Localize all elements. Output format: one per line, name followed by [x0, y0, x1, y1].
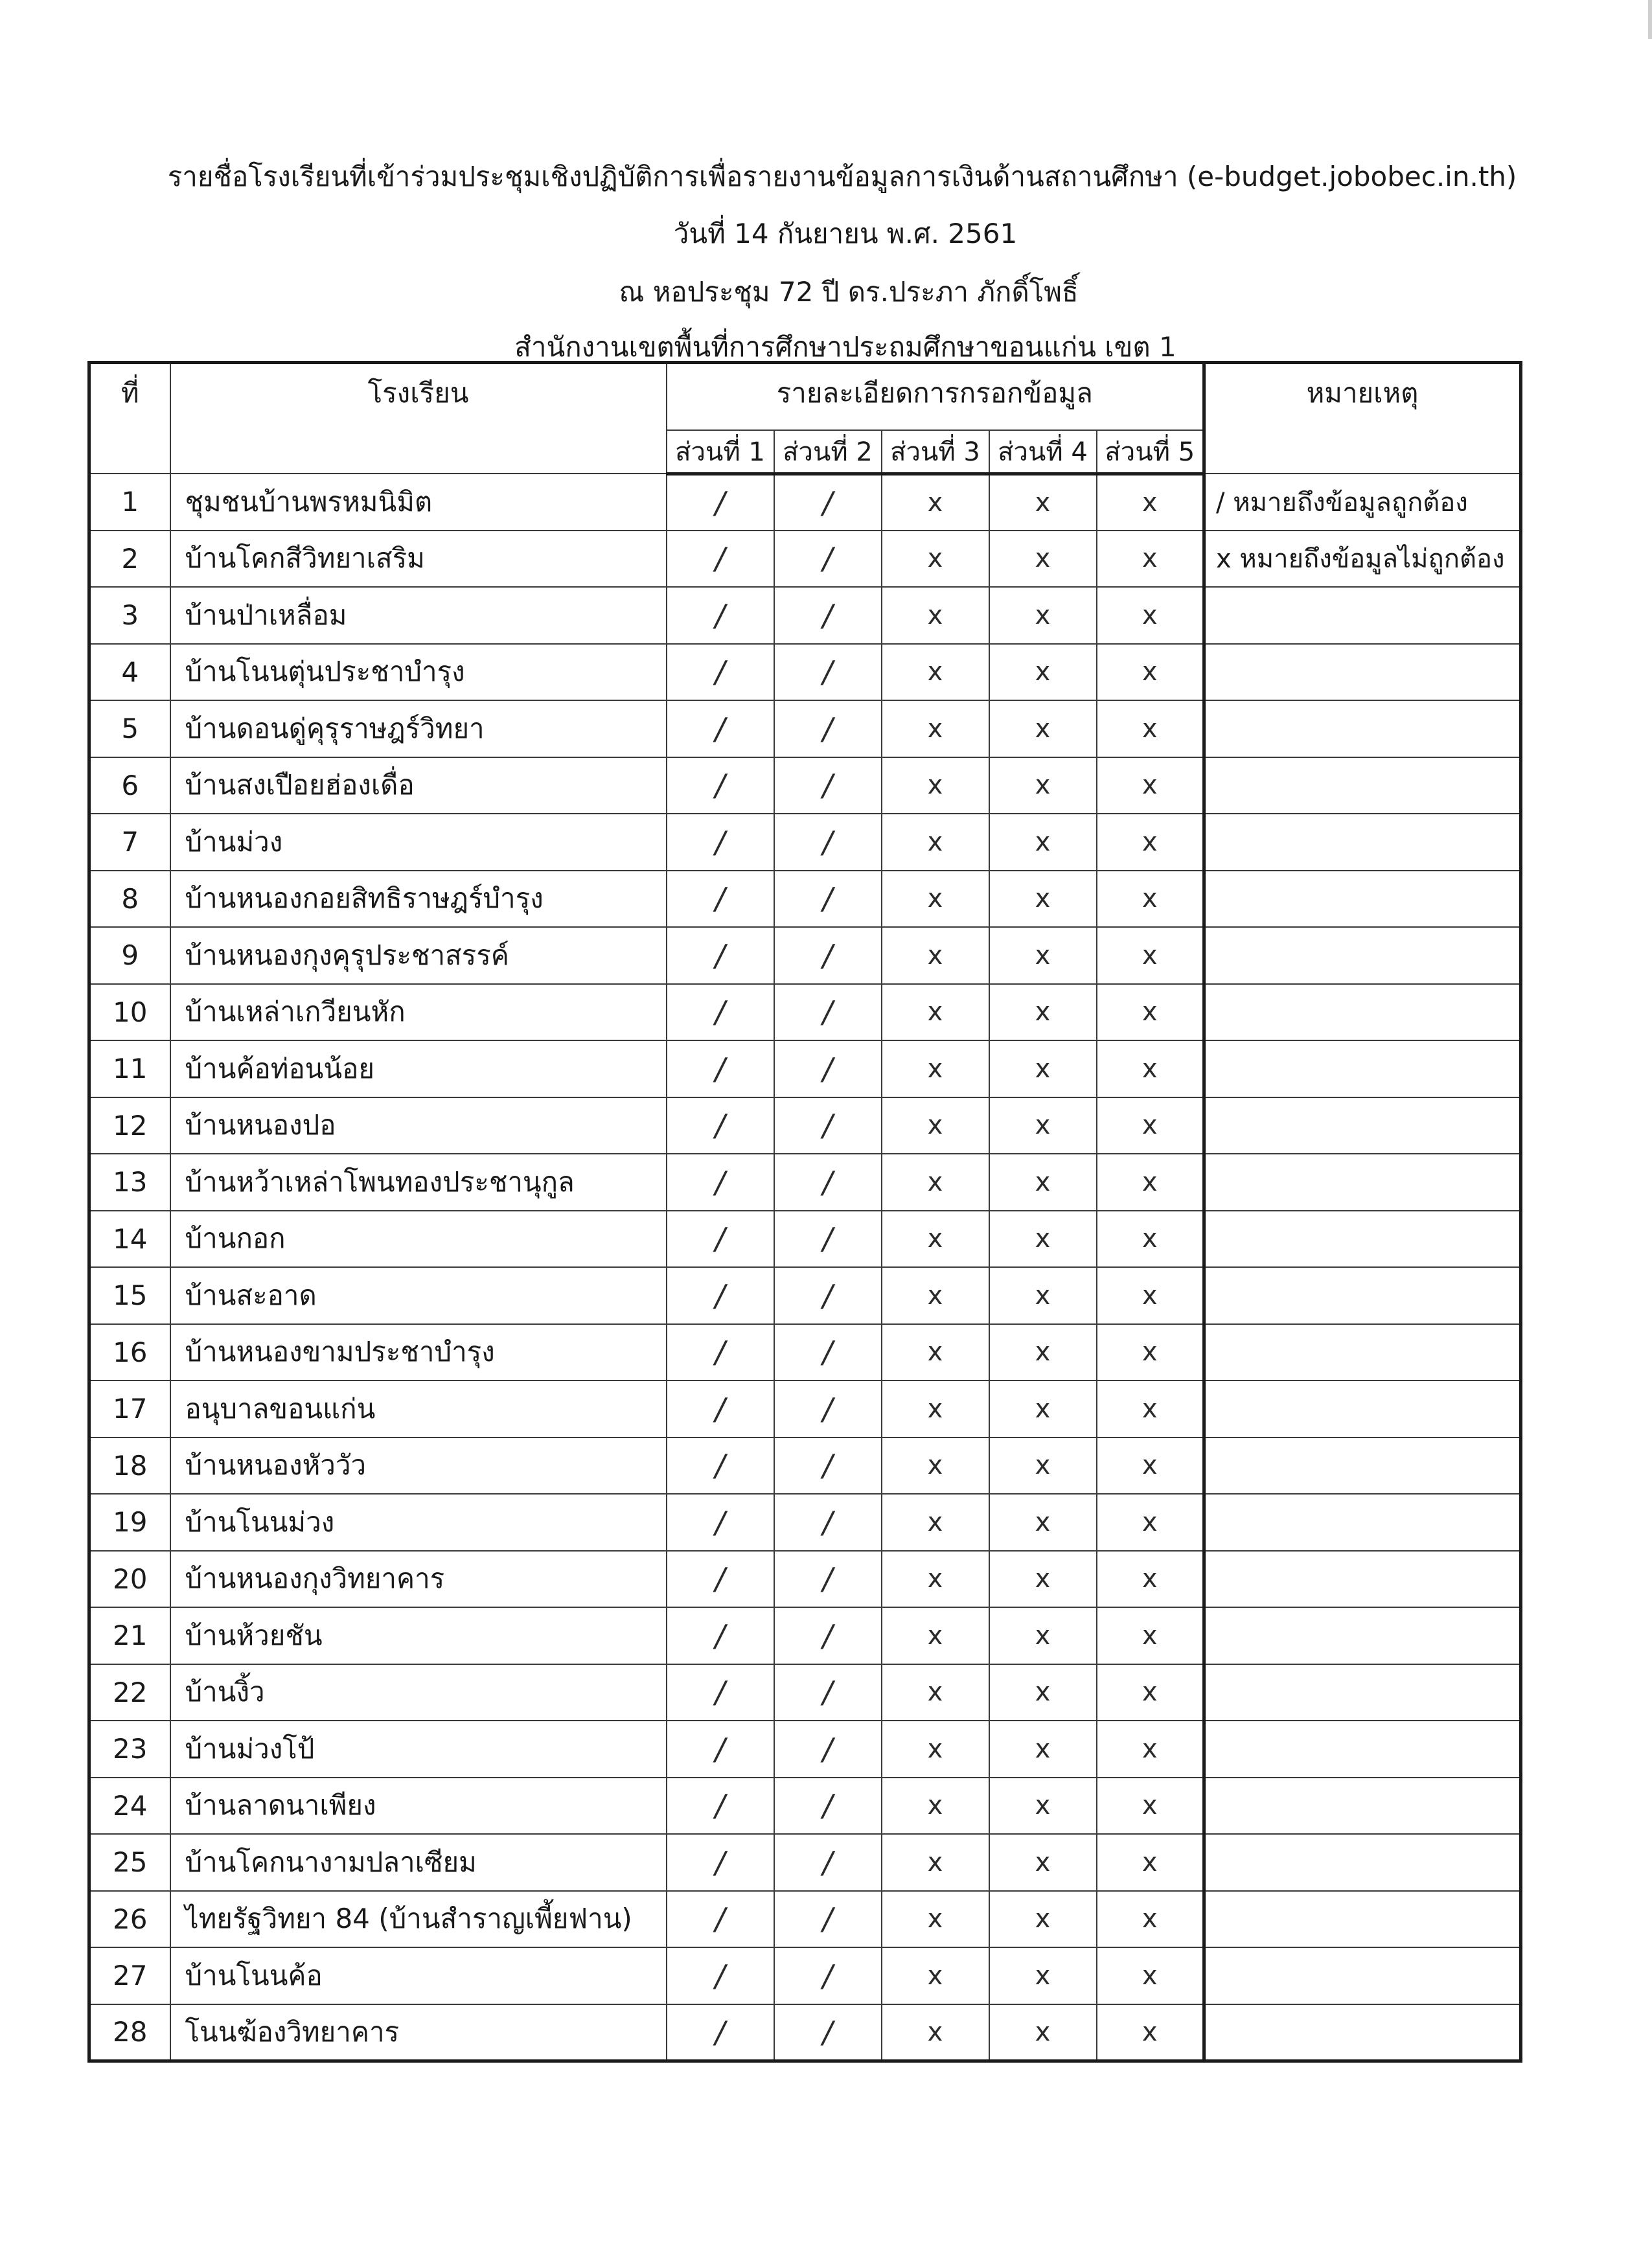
mark-correct: /	[667, 1380, 774, 1438]
mark-incorrect: x	[882, 1211, 989, 1268]
mark-correct: /	[774, 927, 882, 984]
mark-incorrect: x	[989, 2004, 1097, 2061]
column-header-part-4: ส่วนที่ 4	[989, 430, 1097, 474]
mark-incorrect: x	[989, 1267, 1097, 1324]
school-name: บ้านโคกนางามปลาเซียม	[170, 1834, 667, 1891]
table-row	[89, 1664, 1521, 1721]
mark-incorrect: x	[1097, 757, 1204, 814]
remark-cell	[1204, 1664, 1521, 1721]
mark-incorrect: x	[1097, 1154, 1204, 1211]
mark-incorrect: x	[989, 700, 1097, 757]
mark-correct: /	[774, 1494, 882, 1551]
mark-correct: /	[667, 1607, 774, 1664]
mark-correct: /	[667, 984, 774, 1041]
school-name: ชุมชนบ้านพรหมนิมิต	[170, 474, 667, 531]
mark-correct: /	[774, 984, 882, 1041]
mark-correct: /	[774, 587, 882, 644]
table-row	[89, 871, 1521, 928]
table-row	[89, 1154, 1521, 1211]
mark-incorrect: x	[989, 474, 1097, 531]
row-number: 8	[89, 871, 170, 928]
mark-incorrect: x	[989, 1721, 1097, 1778]
column-header-number: ที่	[89, 363, 170, 474]
column-header-part-5: ส่วนที่ 5	[1097, 430, 1204, 474]
mark-incorrect: x	[1097, 1380, 1204, 1438]
roster-body	[89, 474, 1521, 2061]
mark-correct: /	[667, 2004, 774, 2061]
mark-incorrect: x	[1097, 1324, 1204, 1381]
mark-incorrect: x	[989, 1607, 1097, 1664]
school-name: โนนฆ้องวิทยาคาร	[170, 2004, 667, 2061]
mark-correct: /	[667, 1267, 774, 1324]
school-name: บ้านหนองกอยสิทธิราษฎร์บำรุง	[170, 871, 667, 928]
mark-incorrect: x	[1097, 1721, 1204, 1778]
mark-incorrect: x	[1097, 1097, 1204, 1154]
school-name: บ้านสงเปือยฮ่องเดื่อ	[170, 757, 667, 814]
table-row	[89, 757, 1521, 814]
school-name: บ้านค้อท่อนน้อย	[170, 1040, 667, 1097]
row-number: 5	[89, 700, 170, 757]
row-number: 18	[89, 1438, 170, 1495]
table-row	[89, 1891, 1521, 1948]
mark-incorrect: x	[989, 1154, 1097, 1211]
mark-incorrect: x	[989, 531, 1097, 588]
row-number: 17	[89, 1380, 170, 1438]
mark-incorrect: x	[1097, 700, 1204, 757]
column-header-school: โรงเรียน	[170, 363, 667, 474]
remark-cell	[1204, 1891, 1521, 1948]
row-number: 2	[89, 531, 170, 588]
remark-cell	[1204, 757, 1521, 814]
mark-incorrect: x	[882, 474, 989, 531]
table-row	[89, 1834, 1521, 1891]
remark-cell: x หมายถึงข้อมูลไม่ถูกต้อง	[1204, 531, 1521, 588]
mark-correct: /	[667, 1834, 774, 1891]
mark-incorrect: x	[1097, 1778, 1204, 1835]
row-number: 1	[89, 474, 170, 531]
mark-incorrect: x	[882, 984, 989, 1041]
row-number: 26	[89, 1891, 170, 1948]
remark-cell	[1204, 700, 1521, 757]
school-name: ไทยรัฐวิทยา 84 (บ้านสำราญเพี้ยฟาน)	[170, 1891, 667, 1948]
mark-correct: /	[774, 1154, 882, 1211]
school-name: บ้านหนองกุงวิทยาคาร	[170, 1551, 667, 1608]
remark-cell	[1204, 814, 1521, 871]
school-name: บ้านหนองขามประชาบำรุง	[170, 1324, 667, 1381]
table-row	[89, 644, 1521, 701]
column-header-detail: รายละเอียดการกรอกข้อมูล	[667, 363, 1204, 430]
mark-correct: /	[774, 474, 882, 531]
row-number: 3	[89, 587, 170, 644]
mark-correct: /	[774, 1551, 882, 1608]
mark-correct: /	[774, 1211, 882, 1268]
row-number: 25	[89, 1834, 170, 1891]
table-row	[89, 1494, 1521, 1551]
table-row	[89, 531, 1521, 588]
school-name: บ้านงิ้ว	[170, 1664, 667, 1721]
remark-cell: / หมายถึงข้อมูลถูกต้อง	[1204, 474, 1521, 531]
school-name: บ้านโนนตุ่นประชาบำรุง	[170, 644, 667, 701]
table-row	[89, 1551, 1521, 1608]
remark-cell	[1204, 1947, 1521, 2004]
document-venue: ณ หอประชุม 72 ปี ดร.ประภา ภักดิ์โพธิ์	[619, 276, 1079, 308]
mark-incorrect: x	[989, 814, 1097, 871]
mark-correct: /	[667, 644, 774, 701]
row-number: 6	[89, 757, 170, 814]
table-row	[89, 587, 1521, 644]
row-number: 23	[89, 1721, 170, 1778]
mark-incorrect: x	[882, 927, 989, 984]
remark-cell	[1204, 871, 1521, 928]
mark-correct: /	[667, 1154, 774, 1211]
mark-correct: /	[667, 1721, 774, 1778]
mark-incorrect: x	[1097, 1834, 1204, 1891]
mark-correct: /	[774, 1438, 882, 1495]
mark-correct: /	[667, 927, 774, 984]
mark-incorrect: x	[989, 1324, 1097, 1381]
mark-incorrect: x	[1097, 1891, 1204, 1948]
school-name: อนุบาลขอนแก่น	[170, 1380, 667, 1438]
school-name: บ้านกอก	[170, 1211, 667, 1268]
school-name: บ้านห้วยชัน	[170, 1607, 667, 1664]
mark-correct: /	[667, 1778, 774, 1835]
mark-correct: /	[774, 1947, 882, 2004]
table-row	[89, 700, 1521, 757]
mark-incorrect: x	[882, 1607, 989, 1664]
table-row	[89, 1267, 1521, 1324]
mark-incorrect: x	[882, 644, 989, 701]
school-name: บ้านเหล่าเกวียนหัก	[170, 984, 667, 1041]
school-name: บ้านหว้าเหล่าโพนทองประชานุกูล	[170, 1154, 667, 1211]
mark-correct: /	[667, 757, 774, 814]
mark-incorrect: x	[989, 1438, 1097, 1495]
mark-correct: /	[774, 1721, 882, 1778]
mark-incorrect: x	[1097, 927, 1204, 984]
mark-incorrect: x	[882, 1551, 989, 1608]
mark-incorrect: x	[882, 1891, 989, 1948]
remark-cell	[1204, 927, 1521, 984]
mark-incorrect: x	[989, 984, 1097, 1041]
mark-correct: /	[774, 1267, 882, 1324]
row-number: 27	[89, 1947, 170, 2004]
table-row	[89, 1097, 1521, 1154]
row-number: 14	[89, 1211, 170, 1268]
table-row	[89, 927, 1521, 984]
document-title: รายชื่อโรงเรียนที่เข้าร่วมประชุมเชิงปฏิบัติการเพื่อรายงานข้อมูลการเงินด้านสถานศึกษา (e-budget.jobobec.in.th)	[167, 161, 1517, 192]
mark-incorrect: x	[882, 1494, 989, 1551]
row-number: 4	[89, 644, 170, 701]
school-name: บ้านหนองปอ	[170, 1097, 667, 1154]
mark-correct: /	[667, 814, 774, 871]
mark-correct: /	[774, 1664, 882, 1721]
mark-incorrect: x	[882, 1324, 989, 1381]
mark-incorrect: x	[1097, 1947, 1204, 2004]
table-row	[89, 1607, 1521, 1664]
mark-incorrect: x	[882, 587, 989, 644]
mark-correct: /	[774, 1380, 882, 1438]
row-number: 9	[89, 927, 170, 984]
mark-incorrect: x	[989, 1778, 1097, 1835]
column-header-part-1: ส่วนที่ 1	[667, 430, 774, 474]
table-row	[89, 1721, 1521, 1778]
mark-correct: /	[667, 474, 774, 531]
mark-correct: /	[774, 1778, 882, 1835]
mark-incorrect: x	[989, 1097, 1097, 1154]
mark-correct: /	[774, 871, 882, 928]
school-name: บ้านดอนดู่คุรุราษฎร์วิทยา	[170, 700, 667, 757]
remark-cell	[1204, 984, 1521, 1041]
mark-incorrect: x	[989, 1891, 1097, 1948]
remark-cell	[1204, 1438, 1521, 1495]
remark-cell	[1204, 2004, 1521, 2061]
mark-correct: /	[774, 700, 882, 757]
remark-cell	[1204, 1097, 1521, 1154]
mark-incorrect: x	[989, 1040, 1097, 1097]
row-number: 24	[89, 1778, 170, 1835]
table-row	[89, 1778, 1521, 1835]
mark-correct: /	[667, 1551, 774, 1608]
mark-correct: /	[774, 1040, 882, 1097]
school-name: บ้านโนนค้อ	[170, 1947, 667, 2004]
remark-cell	[1204, 1494, 1521, 1551]
table-row	[89, 1211, 1521, 1268]
remark-cell	[1204, 1211, 1521, 1268]
mark-incorrect: x	[1097, 871, 1204, 928]
table-row	[89, 474, 1521, 531]
mark-incorrect: x	[1097, 587, 1204, 644]
remark-cell	[1204, 1324, 1521, 1381]
table-row	[89, 1040, 1521, 1097]
mark-correct: /	[774, 814, 882, 871]
school-name: บ้านโนนม่วง	[170, 1494, 667, 1551]
table-row	[89, 1380, 1521, 1438]
mark-correct: /	[667, 531, 774, 588]
mark-incorrect: x	[1097, 1551, 1204, 1608]
school-name: บ้านสะอาด	[170, 1267, 667, 1324]
mark-correct: /	[667, 1891, 774, 1948]
mark-incorrect: x	[882, 1664, 989, 1721]
mark-incorrect: x	[989, 757, 1097, 814]
mark-incorrect: x	[1097, 1267, 1204, 1324]
school-name: บ้านหนองหัววัว	[170, 1438, 667, 1495]
table-row	[89, 2004, 1521, 2061]
row-number: 28	[89, 2004, 170, 2061]
mark-correct: /	[667, 871, 774, 928]
mark-correct: /	[667, 1438, 774, 1495]
school-name: บ้านหนองกุงคุรุประชาสรรค์	[170, 927, 667, 984]
mark-incorrect: x	[1097, 1211, 1204, 1268]
table-row	[89, 984, 1521, 1041]
mark-incorrect: x	[1097, 531, 1204, 588]
school-name: บ้านโคกสีวิทยาเสริม	[170, 531, 667, 588]
row-number: 22	[89, 1664, 170, 1721]
mark-incorrect: x	[1097, 814, 1204, 871]
mark-correct: /	[774, 531, 882, 588]
row-number: 20	[89, 1551, 170, 1608]
mark-incorrect: x	[882, 1834, 989, 1891]
mark-incorrect: x	[989, 1380, 1097, 1438]
remark-cell	[1204, 1267, 1521, 1324]
mark-incorrect: x	[1097, 474, 1204, 531]
mark-correct: /	[774, 644, 882, 701]
mark-incorrect: x	[882, 1721, 989, 1778]
remark-cell	[1204, 644, 1521, 701]
mark-correct: /	[774, 1834, 882, 1891]
mark-incorrect: x	[882, 2004, 989, 2061]
mark-incorrect: x	[1097, 1494, 1204, 1551]
mark-incorrect: x	[882, 1438, 989, 1495]
table-row	[89, 1438, 1521, 1495]
mark-correct: /	[774, 757, 882, 814]
mark-correct: /	[667, 1664, 774, 1721]
row-number: 16	[89, 1324, 170, 1381]
row-number: 19	[89, 1494, 170, 1551]
table-row	[89, 1947, 1521, 2004]
remark-cell	[1204, 1778, 1521, 1835]
remark-cell	[1204, 1607, 1521, 1664]
mark-incorrect: x	[882, 1947, 989, 2004]
school-name: บ้านม่วง	[170, 814, 667, 871]
row-number: 15	[89, 1267, 170, 1324]
remark-cell	[1204, 1154, 1521, 1211]
mark-correct: /	[774, 1607, 882, 1664]
mark-correct: /	[774, 1097, 882, 1154]
table-row	[89, 1324, 1521, 1381]
mark-incorrect: x	[882, 1040, 989, 1097]
row-number: 7	[89, 814, 170, 871]
row-number: 21	[89, 1607, 170, 1664]
mark-incorrect: x	[882, 531, 989, 588]
mark-incorrect: x	[1097, 1664, 1204, 1721]
mark-incorrect: x	[1097, 984, 1204, 1041]
mark-correct: /	[667, 700, 774, 757]
column-header-remark: หมายเหตุ	[1204, 363, 1521, 474]
mark-incorrect: x	[1097, 644, 1204, 701]
mark-incorrect: x	[1097, 1438, 1204, 1495]
mark-incorrect: x	[989, 871, 1097, 928]
mark-incorrect: x	[882, 1154, 989, 1211]
mark-correct: /	[667, 1947, 774, 2004]
mark-incorrect: x	[882, 757, 989, 814]
document-date: วันที่ 14 กันยายน พ.ศ. 2561	[673, 218, 1018, 249]
row-number: 13	[89, 1154, 170, 1211]
mark-incorrect: x	[989, 587, 1097, 644]
remark-cell	[1204, 1380, 1521, 1438]
remark-cell	[1204, 1551, 1521, 1608]
row-number: 12	[89, 1097, 170, 1154]
row-number: 10	[89, 984, 170, 1041]
mark-correct: /	[667, 587, 774, 644]
remark-cell	[1204, 1721, 1521, 1778]
remark-cell	[1204, 1834, 1521, 1891]
mark-incorrect: x	[989, 1947, 1097, 2004]
mark-correct: /	[774, 1891, 882, 1948]
school-name: บ้านม่วงโป้	[170, 1721, 667, 1778]
document-organization: สำนักงานเขตพื้นที่การศึกษาประถมศึกษาขอนแก่น เขต 1	[514, 331, 1176, 363]
mark-incorrect: x	[989, 1664, 1097, 1721]
mark-incorrect: x	[989, 1834, 1097, 1891]
scan-edge-shadow	[1648, 0, 1652, 39]
school-name: บ้านป่าเหลื่อม	[170, 587, 667, 644]
mark-incorrect: x	[882, 871, 989, 928]
mark-incorrect: x	[882, 1778, 989, 1835]
mark-incorrect: x	[882, 700, 989, 757]
mark-correct: /	[667, 1211, 774, 1268]
mark-incorrect: x	[1097, 1040, 1204, 1097]
mark-incorrect: x	[989, 644, 1097, 701]
mark-incorrect: x	[989, 1211, 1097, 1268]
remark-cell	[1204, 587, 1521, 644]
mark-correct: /	[667, 1097, 774, 1154]
remark-cell	[1204, 1040, 1521, 1097]
mark-incorrect: x	[989, 1551, 1097, 1608]
mark-correct: /	[667, 1324, 774, 1381]
mark-incorrect: x	[989, 1494, 1097, 1551]
mark-incorrect: x	[989, 927, 1097, 984]
mark-incorrect: x	[1097, 1607, 1204, 1664]
mark-incorrect: x	[882, 1097, 989, 1154]
mark-correct: /	[667, 1040, 774, 1097]
row-number: 11	[89, 1040, 170, 1097]
mark-correct: /	[774, 1324, 882, 1381]
school-name: บ้านลาดนาเพียง	[170, 1778, 667, 1835]
mark-incorrect: x	[882, 814, 989, 871]
mark-incorrect: x	[882, 1267, 989, 1324]
table-row	[89, 814, 1521, 871]
column-header-part-2: ส่วนที่ 2	[774, 430, 882, 474]
column-header-part-3: ส่วนที่ 3	[882, 430, 989, 474]
mark-incorrect: x	[1097, 2004, 1204, 2061]
mark-incorrect: x	[882, 1380, 989, 1438]
roster-table	[87, 361, 1522, 2063]
mark-correct: /	[774, 2004, 882, 2061]
mark-correct: /	[667, 1494, 774, 1551]
